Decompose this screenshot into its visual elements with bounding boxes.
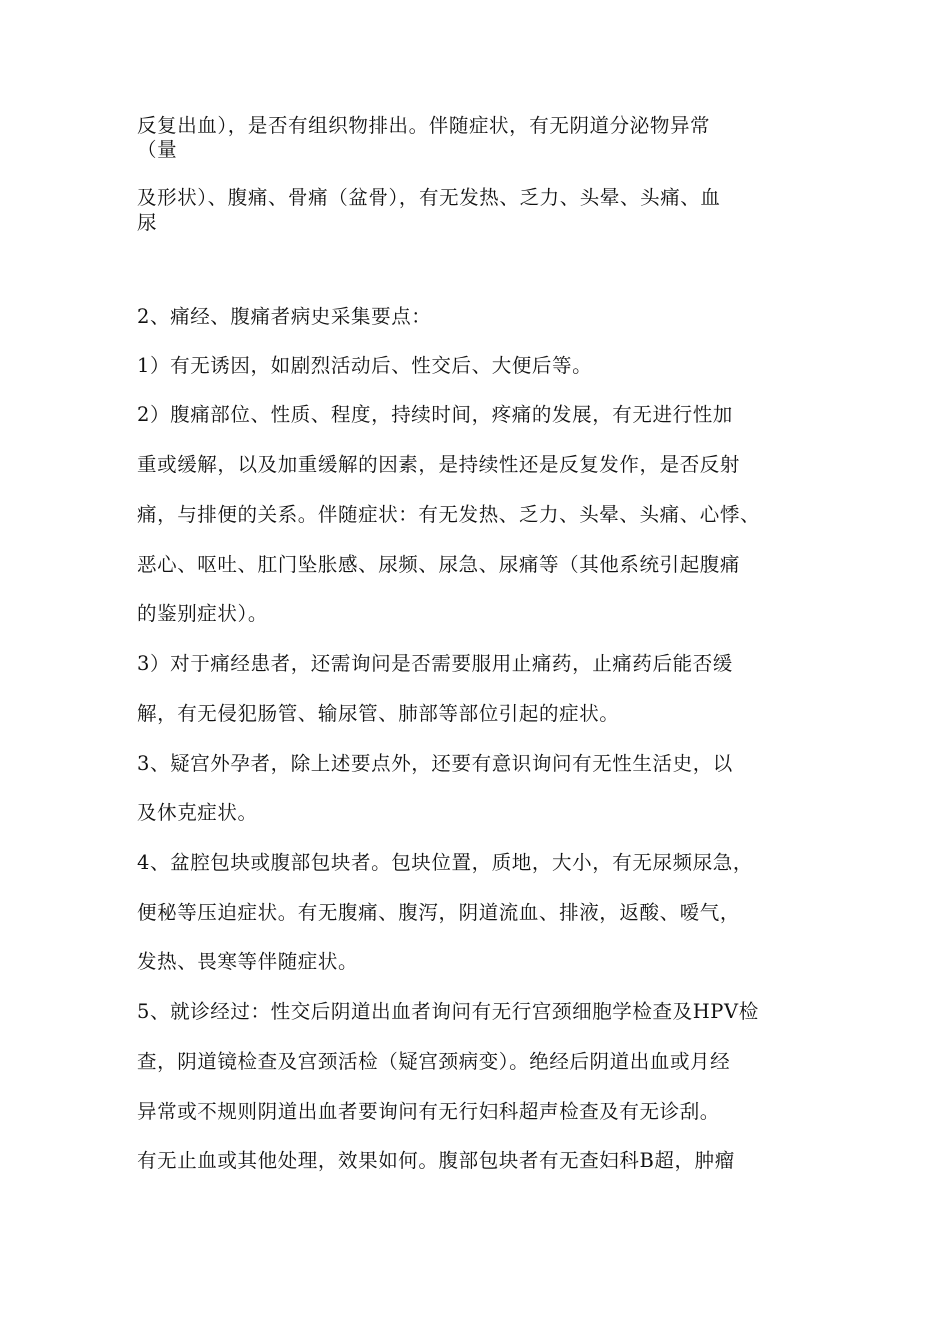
text-line-10: 恶心、呕吐、肛门坠胀感、尿频、尿急、尿痛等（其他系统引起腹痛 — [137, 553, 741, 576]
text-line-8: 重或缓解，以及加重缓解的因素，是持续性还是反复发作，是否反射 — [137, 453, 741, 476]
text-line-9: 痛，与排便的关系。伴随症状：有无发热、乏力、头晕、头痛、心悸、 — [137, 503, 761, 526]
text-line-11: 的鉴别症状）。 — [137, 602, 268, 625]
text-line-1: 反复出血），是否有组织物排出。伴随症状，有无阴道分泌物异常 — [137, 114, 711, 137]
text-line-13: 解，有无侵犯肠管、输尿管、肺部等部位引起的症状。 — [137, 702, 620, 725]
text-line-3: 及形状）、腹痛、骨痛（盆骨），有无发热、乏力、头晕、头痛、血 — [137, 186, 721, 209]
text-line-21: 异常或不规则阴道出血者要询问有无行妇科超声检查及有无诊刮。 — [137, 1100, 720, 1123]
section-heading-4: 4、盆腔包块或腹部包块者。包块位置，质地，大小，有无尿频尿急， — [137, 851, 754, 874]
text-line-15: 及休克症状。 — [137, 801, 258, 824]
text-line-18: 发热、畏寒等伴随症状。 — [137, 950, 359, 973]
text-line-22: 有无止血或其他处理，效果如何。腹部包块者有无查妇科B超，肿瘤 — [137, 1149, 735, 1172]
text-line-20: 查，阴道镜检查及宫颈活检（疑宫颈病变）。绝经后阴道出血或月经 — [137, 1050, 731, 1073]
section-heading-2: 2、痛经、腹痛者病史采集要点： — [137, 305, 432, 328]
section-heading-3: 3、疑宫外孕者，除上述要点外，还要有意识询问有无性生活史，以 — [137, 752, 733, 775]
text-line-7: 2）腹痛部位、性质、程度，持续时间，疼痛的发展，有无进行性加 — [137, 403, 733, 426]
text-line-17: 便秘等压迫症状。有无腹痛、腹泻，阴道流血、排液，返酸、嗳气， — [137, 901, 741, 924]
text-line-4: 尿 — [137, 211, 158, 234]
section-heading-5: 5、就诊经过：性交后阴道出血者询问有无行宫颈细胞学检查及HPV检 — [137, 1000, 759, 1023]
text-line-2: （量 — [137, 138, 178, 161]
text-line-6: 1）有无诱因，如剧烈活动后、性交后、大便后等。 — [137, 354, 593, 377]
text-line-12: 3）对于痛经患者，还需询问是否需要服用止痛药，止痛药后能否缓 — [137, 652, 733, 675]
